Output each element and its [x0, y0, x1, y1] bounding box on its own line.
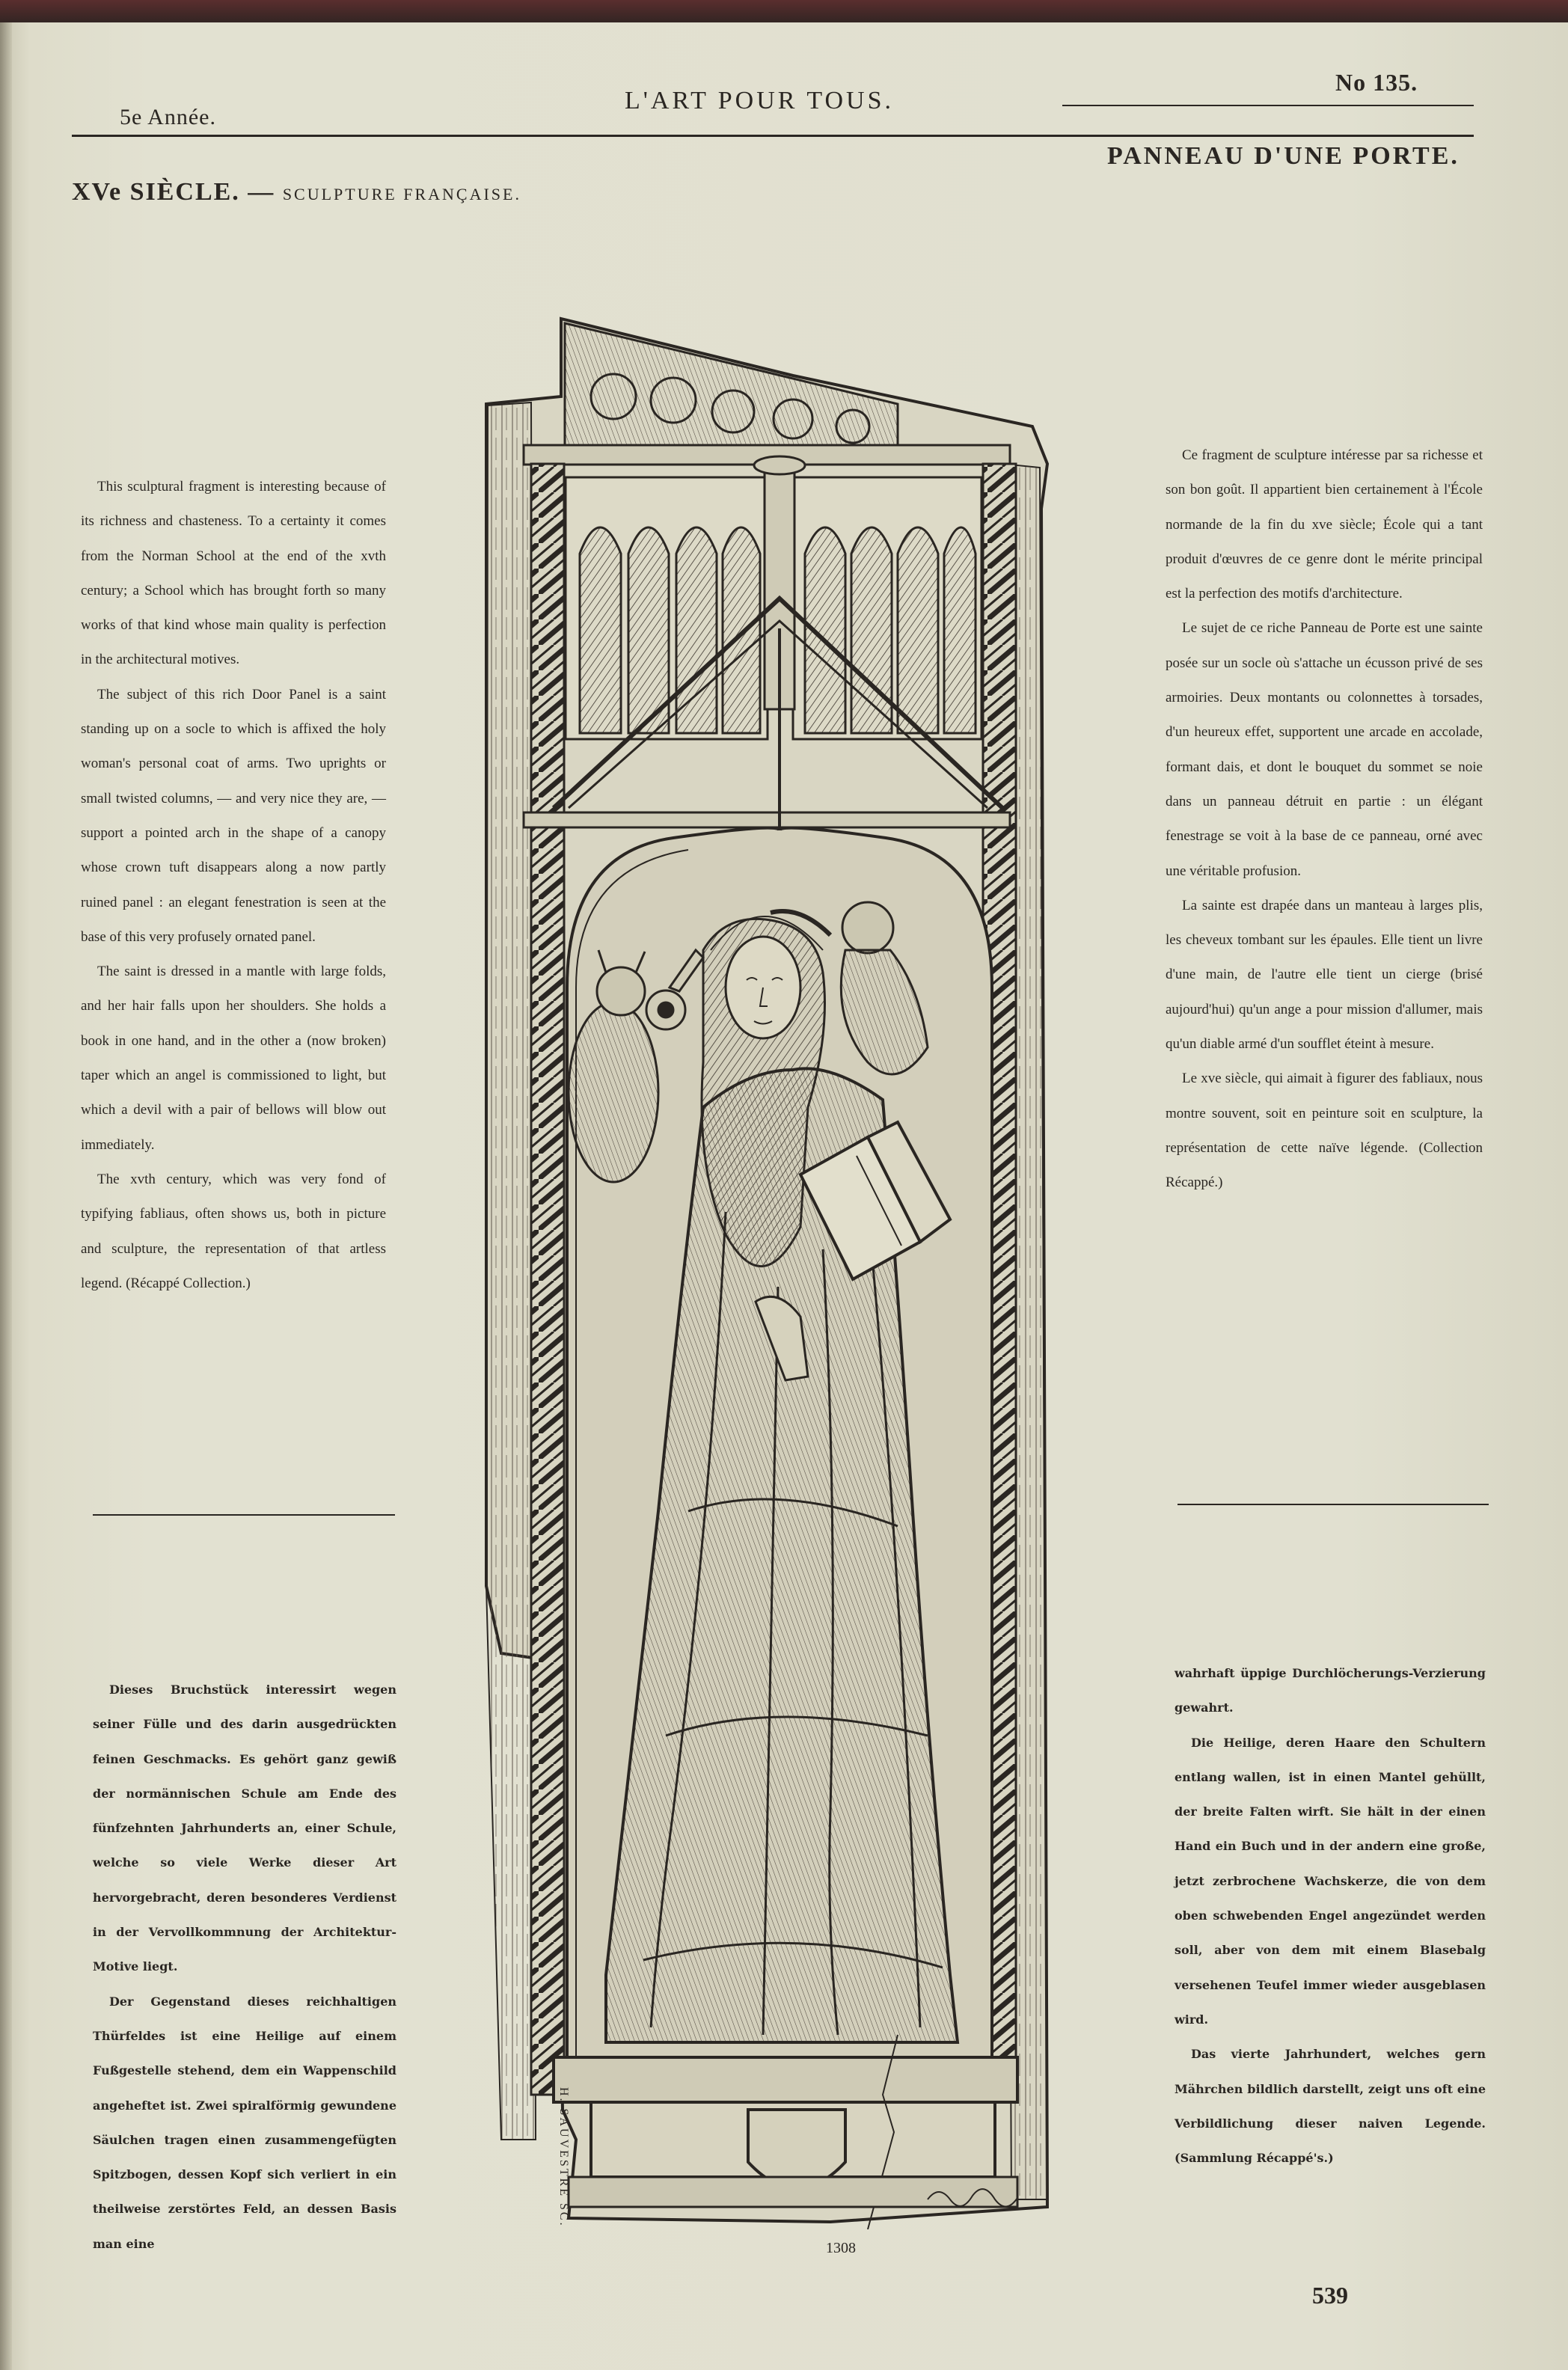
header-rule — [72, 135, 1474, 137]
german-paragraph: Dieses Bruchstück interessirt wegen seiner Fülle und des darin ausgedrückten feinen Geschmacks. Es gehört ganz gewiß der normännischen Schule am Ende des fünfzehnten Jahrhunderts an, einer Schule, welche so viele Werke dieser Art hervorgebracht, deren besonderes Verdienst in der Vervollkommnung der Architektur-Motive liegt. — [93, 1682, 396, 1974]
french-paragraph: Le sujet de ce riche Panneau de Porte est une sainte posée sur un socle où s'attache un écusson privé de ses armoiries. Deux montants ou colonnettes à torsades, d'un heureux effet, supportent une arcade en accolade, formant dais, et dont le bouquet du sommet se noie dans un panneau détruit en partie : un élégant fenestrage se voit à la base de ce panneau, orné avec une véritable profusion. — [1166, 620, 1483, 879]
english-paragraph: The xvth century, which was very fond of typifying fabliaus, often shows us, both in picture and sculpture, the representation of that artless legend. (Récappé Collection.) — [81, 1171, 386, 1291]
french-text-column — [1166, 438, 1483, 1201]
german-paragraph: Der Gegenstand dieses reichhaltigen Thürfeldes ist eine Heilige auf einem Fußgestelle stehend, dem ein Wappenschild angeheftet ist. Zwei spiralförmig gewundene Säulchen tragen einen zusammengefügten Spitzbogen, dessen Kopf sich verliert in ein theilweise zerstörtes Feld, an dessen Basis man eine — [93, 1994, 396, 2251]
page-number: 539 — [1312, 2282, 1348, 2309]
german-paragraph: wahrhaft üppige Durchlöcherungs-Verzierung gewahrt. — [1175, 1666, 1486, 1715]
header-issue-number: No 135. — [1335, 69, 1418, 96]
english-paragraph: This sculptural fragment is interesting because of its richness and chasteness. To a certainty it comes from the Norman School at the end of the xvth century; a School which has brought forth so many works of that kind whose main quality is perfection in the architectural motives. — [81, 479, 386, 668]
section-century: XVe SIÈCLE. — — [72, 178, 275, 206]
french-paragraph: La sainte est drapée dans un manteau à larges plis, les cheveux tombant sur les épaules. Elle tient un livre d'une main, de l'autre elle tient un cierge (brisé aujourd'hui) qu'un ange a pour mission d'allumer, mais qu'un diable armé d'un soufflet éteint à mesure. — [1166, 897, 1483, 1053]
door-panel-engraving — [479, 314, 1092, 2229]
header-year: 5e Année. — [120, 105, 216, 129]
page-gutter-edge — [0, 22, 12, 2370]
german-text-column-left — [93, 1673, 396, 2262]
book-binding-strip — [0, 0, 1568, 25]
english-paragraph: The subject of this rich Door Panel is a saint standing up on a socle to which is affixed the holy woman's personal coat of arms. Two uprights or small twisted columns, — and very nice they are, — support a pointed arch in the shape of a canopy whose crown tuft disappears along a now partly ruined panel : an elegant fenestration is seen at the base of this very profusely ornated panel. — [81, 686, 386, 945]
column-separator-left — [93, 1514, 395, 1516]
english-text-column — [81, 470, 386, 1301]
english-paragraph: The saint is dressed in a mantle with large folds, and her hair falls upon her shoulders. She holds a book in one hand, and in the other a (now broken) taper which an angel is commissioned to light, but which a devil with a pair of bellows will blow out immediately. — [81, 964, 386, 1153]
figure-number: 1308 — [826, 2240, 856, 2256]
engraver-credit: H. SAUVESTRE SC. — [557, 2087, 570, 2228]
german-text-column-right — [1175, 1656, 1486, 2175]
french-paragraph: Ce fragment de sculpture intéresse par sa richesse et son bon goût. Il appartient bien certainement à l'École normande de la fin du xve siècle; École qui a tant produit d'œuvres de ce genre dont le mérite principal est la perfection des motifs d'architecture. — [1166, 447, 1483, 602]
section-subtitle: SCULPTURE FRANÇAISE. — [282, 185, 521, 203]
german-paragraph: Die Heilige, deren Haare den Schultern entlang wallen, ist in einen Mantel gehüllt, der breite Falten wirft. Sie hält in der einen Hand ein Buch und in der andern eine große, jetzt zerbrochene Wachskerze, die von dem oben schwebenden Engel angezündet werden soll, aber von dem mit einem Blasebalg versehenen Teufel immer wieder ausgeblasen wird. — [1175, 1735, 1486, 2027]
column-separator-right — [1177, 1504, 1489, 1505]
header-title: L'ART POUR TOUS. — [625, 87, 894, 114]
section-title-right: PANNEAU D'UNE PORTE. — [1107, 142, 1460, 170]
german-paragraph: Das vierte Jahrhundert, welches gern Mährchen bildlich darstellt, zeigt uns oft eine Verbildlichung dieser naiven Legende. (Sammlung Récappé's.) — [1175, 2047, 1486, 2166]
header-rule-upper — [1062, 105, 1474, 106]
french-paragraph: Le xve siècle, qui aimait à figurer des fabliaux, nous montre souvent, soit en peinture soit en sculpture, la représentation de cette naïve légende. (Collection Récappé.) — [1166, 1071, 1483, 1191]
section-title-left — [72, 178, 521, 206]
